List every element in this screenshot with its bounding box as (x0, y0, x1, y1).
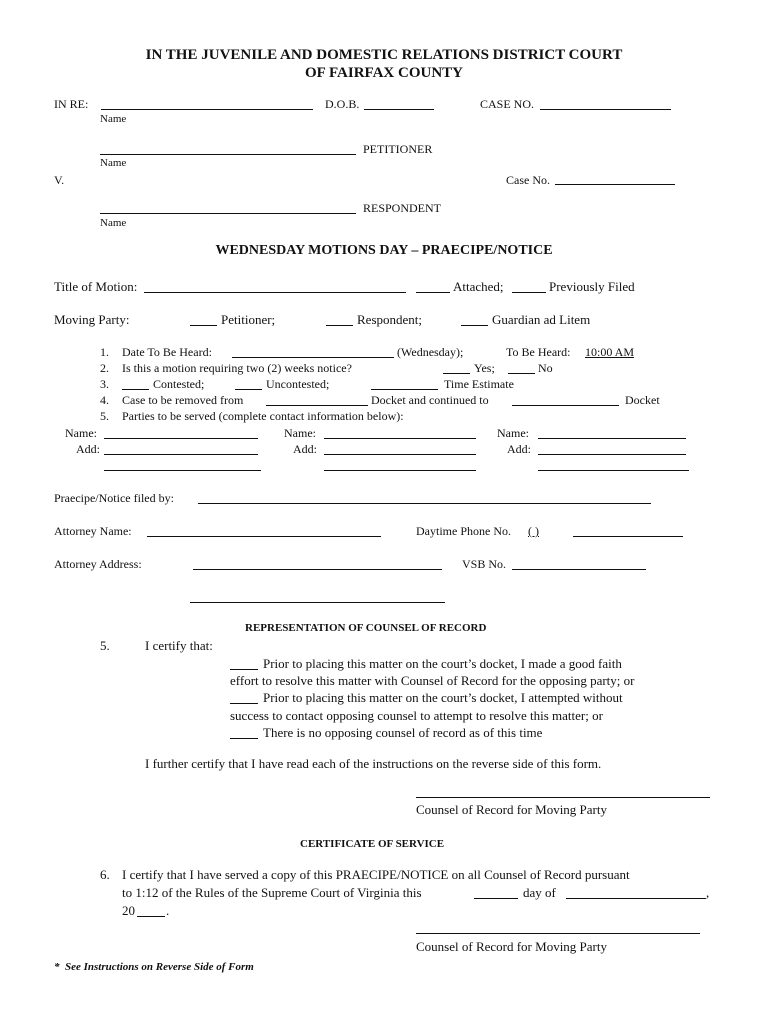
petitioner-label: PETITIONER (363, 142, 433, 156)
continued-to-label: Docket and continued to (371, 393, 489, 407)
date-to-be-heard-label: Date To Be Heard: (122, 345, 212, 359)
parties-served-label: Parties to be served (complete contact information below): (122, 409, 404, 423)
party1-name-field[interactable] (104, 438, 258, 439)
title-of-motion-label: Title of Motion: (54, 279, 138, 294)
attorney-address2-field[interactable] (190, 602, 445, 603)
two-weeks-no-label: No (538, 361, 553, 375)
party3-name-label: Name: (497, 426, 529, 440)
name-caption-2: Name (100, 157, 127, 169)
option1-line2: effort to resolve this matter with Counsel of Record for the opposing party; or (230, 673, 635, 688)
case-no-upper-field[interactable] (540, 109, 671, 110)
v-label: V. (54, 173, 65, 187)
service-year-field[interactable] (137, 916, 165, 917)
court-title-line2: OF FAIRFAX COUNTY (304, 65, 464, 81)
representation-heading: REPRESENTATION OF COUNSEL OF RECORD (245, 622, 487, 634)
moving-guardian-label: Guardian ad Litem (492, 312, 591, 327)
service-year-prefix: 20 (122, 903, 135, 918)
attorney-name-label: Attorney Name: (54, 524, 132, 538)
item-1-number: 1. (100, 345, 109, 359)
item-4-number: 4. (100, 393, 109, 407)
case-no-lower-label: Case No. (506, 173, 550, 187)
attorney-address-field[interactable] (193, 569, 442, 570)
option1-line1: Prior to placing this matter on the court’s docket, I made a good faith (263, 656, 622, 671)
moving-party-label: Moving Party: (54, 312, 130, 327)
uncontested-check[interactable] (235, 389, 262, 390)
time-estimate-field[interactable] (371, 389, 438, 390)
party2-name-label: Name: (284, 426, 316, 440)
option3-line: There is no opposing counsel of record as of this time (263, 725, 543, 740)
phone-number-field[interactable] (573, 536, 683, 537)
service-day-field[interactable] (474, 898, 518, 899)
contested-label: Contested; (153, 377, 205, 391)
phone-area-code[interactable]: ( ) (528, 524, 539, 538)
respondent-check[interactable] (326, 325, 353, 326)
certify-label: I certify that: (145, 638, 213, 653)
petitioner-check[interactable] (190, 325, 217, 326)
in-re-label: IN RE: (54, 97, 89, 111)
continued-to-docket-field[interactable] (512, 405, 619, 406)
case-no-upper-label: CASE NO. (480, 97, 535, 111)
two-weeks-yes-label: Yes; (474, 361, 495, 375)
docket-label: Docket (625, 393, 660, 407)
signature-caption-2: Counsel of Record for Moving Party (416, 939, 608, 954)
item-2-number: 2. (100, 361, 109, 375)
service-line1: I certify that I have served a copy of this PRAECIPE/NOTICE on all Counsel of Record pursuant (122, 867, 630, 882)
option2-line1: Prior to placing this matter on the court’s docket, I attempted without (263, 690, 623, 705)
attempted-check[interactable] (230, 703, 258, 704)
party3-address2-field[interactable] (538, 470, 689, 471)
representation-number: 5. (100, 638, 110, 653)
name-caption-1: Name (100, 113, 127, 125)
uncontested-label: Uncontested; (266, 377, 330, 391)
removed-from-docket-field[interactable] (266, 405, 368, 406)
service-line2a: to 1:12 of the Rules of the Supreme Court of Virginia this (122, 885, 422, 900)
vsb-label: VSB No. (462, 557, 507, 571)
footer-star: * (54, 961, 60, 973)
item-5-number: 5. (100, 409, 109, 423)
service-day-of-label: day of (523, 885, 556, 900)
party1-address2-field[interactable] (104, 470, 261, 471)
party3-add-label: Add: (507, 442, 531, 456)
party1-address-field[interactable] (104, 454, 258, 455)
respondent-name-field[interactable] (100, 213, 356, 214)
service-number: 6. (100, 867, 110, 882)
respondent-label: RESPONDENT (363, 201, 442, 215)
case-no-lower-field[interactable] (555, 184, 675, 185)
party1-name-label: Name: (65, 426, 97, 440)
daytime-phone-label: Daytime Phone No. (416, 524, 511, 538)
signature-line-2[interactable] (416, 933, 700, 934)
moving-petitioner-label: Petitioner; (221, 312, 276, 327)
removed-from-label: Case to be removed from (122, 393, 244, 407)
in-re-name-field[interactable] (101, 109, 313, 110)
to-be-heard-label: To Be Heard: (506, 345, 571, 359)
wednesday-label: (Wednesday); (397, 345, 464, 359)
certificate-heading: CERTIFICATE OF SERVICE (300, 838, 445, 850)
petitioner-name-field[interactable] (100, 154, 356, 155)
footer-text: See Instructions on Reverse Side of Form (65, 961, 254, 973)
guardian-check[interactable] (461, 325, 488, 326)
previously-filed-check[interactable] (512, 292, 546, 293)
date-to-be-heard-field[interactable] (232, 357, 394, 358)
item-3-number: 3. (100, 377, 109, 391)
option2-line2: success to contact opposing counsel to attempt to resolve this matter; or (230, 708, 603, 723)
attached-check[interactable] (416, 292, 450, 293)
further-certify-text: I further certify that I have read each of the instructions on the reverse side of this form. (145, 756, 602, 771)
hearing-time: 10:00 AM (585, 345, 635, 359)
service-period: . (166, 903, 170, 918)
previously-filed-label: Previously Filed (549, 279, 635, 294)
attorney-address-label: Attorney Address: (54, 557, 142, 571)
name-caption-3: Name (100, 217, 127, 229)
service-comma: , (706, 885, 710, 900)
good-faith-check[interactable] (230, 669, 258, 670)
party3-name-field[interactable] (538, 438, 686, 439)
attached-label: Attached; (453, 279, 504, 294)
two-weeks-yes-check[interactable] (443, 373, 470, 374)
party2-address-field[interactable] (324, 454, 476, 455)
title-of-motion-field[interactable] (144, 292, 406, 293)
vsb-field[interactable] (512, 569, 646, 570)
dob-field[interactable] (364, 109, 434, 110)
court-title-line1: IN THE JUVENILE AND DOMESTIC RELATIONS DISTRICT COURT (145, 47, 623, 63)
filed-by-label: Praecipe/Notice filed by: (54, 491, 174, 505)
dob-label: D.O.B. (325, 97, 360, 111)
party3-address-field[interactable] (538, 454, 686, 455)
two-weeks-notice-label: Is this a motion requiring two (2) weeks notice? (122, 361, 352, 375)
service-month-field[interactable] (566, 898, 706, 899)
party2-add-label: Add: (293, 442, 317, 456)
no-counsel-check[interactable] (230, 738, 258, 739)
attorney-name-field[interactable] (147, 536, 381, 537)
signature-line-1[interactable] (416, 797, 710, 798)
contested-check[interactable] (122, 389, 149, 390)
signature-caption-1: Counsel of Record for Moving Party (416, 802, 608, 817)
time-estimate-label: Time Estimate (444, 377, 514, 391)
form-title: WEDNESDAY MOTIONS DAY – PRAECIPE/NOTICE (215, 243, 553, 258)
party2-name-field[interactable] (324, 438, 476, 439)
party2-address2-field[interactable] (324, 470, 476, 471)
two-weeks-no-check[interactable] (508, 373, 535, 374)
filed-by-field[interactable] (198, 503, 651, 504)
party1-add-label: Add: (76, 442, 100, 456)
footer-note (54, 961, 254, 973)
moving-respondent-label: Respondent; (357, 312, 422, 327)
